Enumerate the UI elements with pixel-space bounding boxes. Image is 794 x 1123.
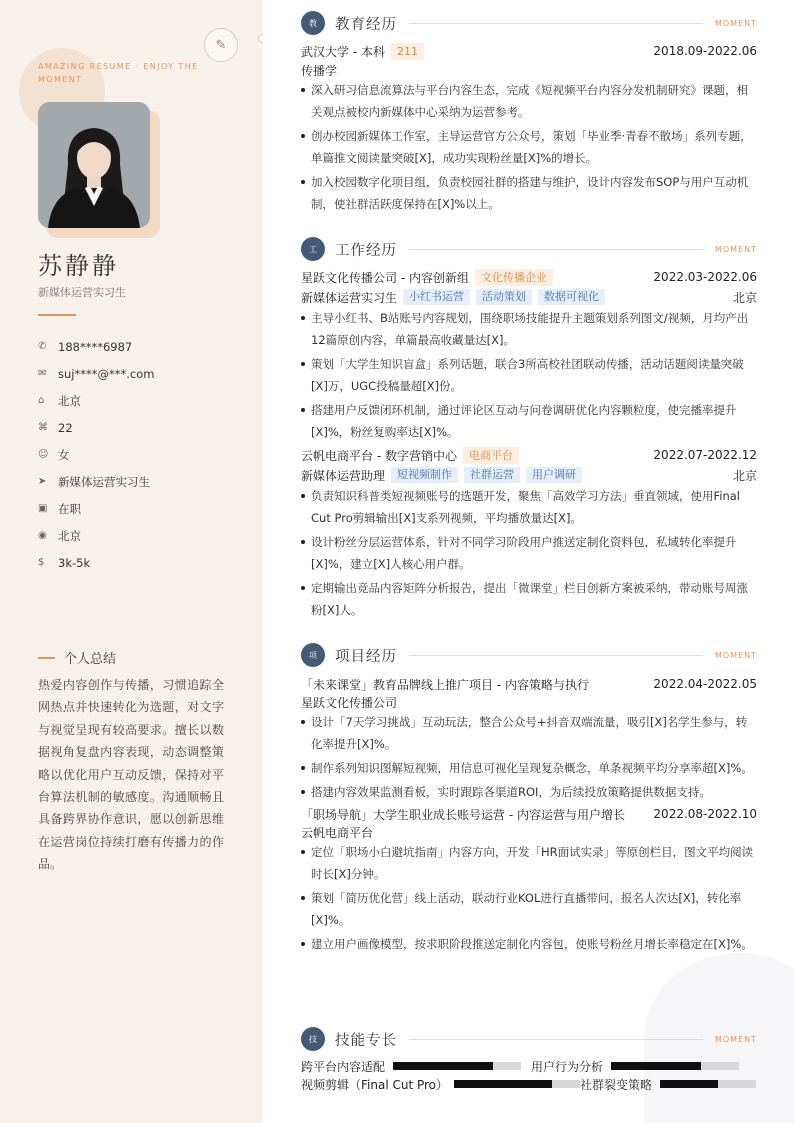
skill-tag: 小红书运营 [403,289,470,305]
section-title: 工作经历 [335,242,397,259]
contact-target-job [38,468,154,495]
major: 传播学 [301,63,338,78]
skill-tag: 社群运营 [464,467,520,483]
contact-hometown [38,387,154,414]
job-bullets [301,307,757,443]
contact-text: 3k-5k [58,555,91,570]
list-item: 策划「简历优化营」线上活动，联动行业KOL进行直播带问，报名人次达[X]，转化率[X]%。 [301,887,757,931]
contact-list [38,333,154,576]
projects-section [301,643,757,957]
skill-bar-fill [454,1080,552,1088]
quill-icon: ✎ [204,28,238,62]
list-item: 加入校园数字化项目组，负责校园社群的搭建与维护，设计内容发布SOP与用户互动机制，使社群活跃度保持在[X]%以上。 [301,171,757,215]
skill-bar [660,1080,756,1088]
project-bullets [301,711,757,803]
contact-location [38,522,154,549]
contact-email [38,360,154,387]
list-item: 深入研习信息流算法与平台内容生态，完成《短视频平台内容分发机制研究》课题，相关观点被校内新媒体中心采纳为运营参考。 [301,79,757,123]
project-dates: 2022.04-2022.05 [653,677,757,691]
projects-badge: 项 [301,643,325,667]
project-org-row [301,823,757,841]
skill-name: 社群裂变策略 [580,1077,653,1092]
list-item: 设计粉丝分层运营体系，针对不同学习阶段用户推送定制化资料包，私域转化率提升[X]%，建立[X]人核心用户群。 [301,531,757,575]
skill-name: 用户行为分析 [531,1059,604,1074]
moment-label: MOMENT [714,18,757,28]
skill-bar-fill [660,1080,718,1088]
section-divider [409,655,703,656]
location-pin-icon: ◉ [38,530,47,541]
education-badge: 教 [301,11,325,35]
project-name: 「未来课堂」教育品牌线上推广项目 - 内容策略与执行 [301,677,589,692]
contact-text: 在职 [58,501,81,516]
list-item: 主导小红书、B站账号内容规划，围绕职场技能提升主题策划系列图文/视频，月均产出12篇原创内容，单篇最高收藏量达[X]。 [301,307,757,351]
summary-heading [38,648,116,667]
skills-section [301,1027,757,1093]
cake-icon: ⌘ [38,422,48,433]
contact-age [38,414,154,441]
project-org: 云帆电商平台 [301,825,374,840]
skill-name: 视频剪辑（Final Cut Pro） [301,1077,449,1092]
skill-bar [611,1062,739,1070]
list-item: 定位「职场小白避坑指南」内容方向，开发「HR面试实录」等原创栏目，图文平均阅读时长[X]分钟。 [301,841,757,885]
candidate-name: 苏静静 [38,252,119,280]
project-name: 「职场导航」大学生职业成长账号运营 - 内容运营与用户增长 [301,807,625,822]
list-item: 创办校园新媒体工作室，主导运营官方公众号，策划「毕业季·青春不散场」系列专题，单篇推文阅读量突破[X]，成功实现粉丝量[X]%的增长。 [301,125,757,169]
school-name: 武汉大学 - 本科 [301,44,385,59]
project-row [301,675,757,693]
list-item: 定期输出竞品内容矩阵分析报告，提出「微课堂」栏目创新方案被采纳，带动账号周涨粉[X]人。 [301,577,757,621]
summary-text: 热爱内容创作与传播，习惯追踪全网热点并快速转化为选题，对文字与视觉呈现有较高要求。擅长以数据视角复盘内容表现，动态调整策略以优化用户互动反馈，保持对平台算法机制的敏感度。沟通顺畅且具备跨界协作意识，愿以创新思维在运营岗位持续打磨有传播力的作品。 [38,678,224,872]
moment-label: MOMENT [714,244,757,254]
home-icon: ⌂ [38,395,45,406]
list-item: 搭建用户反馈闭环机制，通过评论区互动与问卷调研优化内容颗粒度，使完播率提升[X]%，粉丝复购率达[X]%。 [301,399,757,443]
contact-text: 新媒体运营实习生 [58,474,150,489]
skill-tag: 用户调研 [526,467,582,483]
skills-badge: 技 [301,1027,325,1051]
project-bullets [301,841,757,955]
company-tag: 文化传播企业 [475,269,553,286]
skill-tag: 短视频制作 [391,467,458,483]
list-item: 策划「大学生知识盲盒」系列话题，联合3所高校社团联动传播，活动话题阅读量突破[X]万，UGC投稿量超[X]份。 [301,353,757,397]
money-icon: $ [38,557,45,568]
contact-salary [38,549,154,576]
company-name: 星跃文化传播公司 - 内容创新组 [301,270,469,285]
moment-label: MOMENT [714,1034,757,1044]
company-name: 云帆电商平台 - 数字营销中心 [301,448,457,463]
contact-status [38,495,154,522]
job-company-row [301,445,757,465]
education-section [301,11,757,217]
project-dates: 2022.08-2022.10 [653,807,757,821]
accent-bar [38,657,55,659]
send-icon: ➤ [38,476,47,487]
job-bullets [301,485,757,621]
summary-title: 个人总结 [64,652,117,667]
school-tag: 211 [391,43,424,60]
contact-text: 北京 [58,528,81,543]
contact-text: 22 [58,420,73,435]
skill-bar [393,1062,521,1070]
work-badge: 工 [301,237,325,261]
skill-list [301,1057,757,1093]
section-divider [409,23,703,24]
skill-name: 跨平台内容适配 [301,1059,386,1074]
contact-text: 188****6987 [58,339,133,354]
contact-phone [38,333,154,360]
briefcase-icon: ▣ [38,503,48,514]
education-dates: 2018.09-2022.06 [653,44,757,58]
job-role: 新媒体运营实习生 [301,290,398,305]
list-item: 搭建内容效果监测看板，实时跟踪各渠道ROI，为后续投放策略提供数据支持。 [301,781,757,803]
job-dates: 2022.07-2022.12 [653,448,757,462]
skill-tag: 活动策划 [476,289,532,305]
job-location: 北京 [732,290,757,305]
list-item: 制作系列知识图解短视频，用信息可视化呈现复杂概念，单条视频平均分享率超[X]%。 [301,757,757,779]
decorative-dot [258,34,263,43]
phone-icon: ✆ [38,341,47,352]
contact-text: suj****@***.com [58,366,155,381]
skill-item [531,1058,739,1075]
accent-divider [38,314,76,316]
list-item: 建立用户画像模型，按求职阶段推送定制化内容包，使账号粉丝月增长率稳定在[X]%。 [301,933,757,955]
skill-item [580,1076,756,1093]
company-tag: 电商平台 [463,447,519,464]
section-title: 项目经历 [335,648,397,665]
project-row [301,805,757,823]
list-item: 设计「7天学习挑战」互动玩法，整合公众号+抖音双端流量，吸引[X]名学生参与，转化率提升[X]%。 [301,711,757,755]
education-bullets [301,79,757,215]
section-header [301,643,757,667]
tagline: AMAZING RESUME · ENJOY THE MOMENT [38,62,199,84]
sidebar [0,0,263,1123]
section-header [301,1027,757,1051]
candidate-job-title: 新媒体运营实习生 [38,286,126,299]
list-item: 负责知识科普类短视频账号的选题开发，聚焦「高效学习方法」垂直领域，使用Final Cut Pro剪辑输出[X]支系列视频，平均播放量达[X]。 [301,485,757,529]
section-header [301,11,757,35]
contact-gender [38,441,154,468]
mail-icon: ✉ [38,368,47,379]
major-row [301,61,757,79]
work-section [301,237,757,623]
job-dates: 2022.03-2022.06 [653,270,757,284]
section-divider [409,1039,703,1040]
job-role-row [301,287,757,307]
skill-row [301,1057,757,1075]
moment-label: MOMENT [714,650,757,660]
section-title: 技能专长 [335,1032,397,1049]
section-title: 教育经历 [335,16,397,33]
section-divider [409,249,703,250]
job-role-row [301,465,757,485]
skill-bar [454,1080,580,1088]
contact-text: 女 [58,447,70,462]
education-row [301,41,757,61]
profile-photo [38,102,150,228]
project-org-row [301,693,757,711]
skill-bar-fill [393,1062,493,1070]
skill-item [301,1076,580,1093]
project-org: 星跃文化传播公司 [301,695,398,710]
section-header [301,237,757,261]
job-role: 新媒体运营助理 [301,468,386,483]
skill-row [301,1075,757,1093]
skill-tag: 数据可视化 [538,289,605,305]
skill-item [301,1058,531,1075]
skill-bar-fill [611,1062,701,1070]
job-company-row [301,267,757,287]
contact-text: 北京 [58,393,81,408]
job-location: 北京 [732,468,757,483]
smile-icon: ☺ [38,449,49,460]
